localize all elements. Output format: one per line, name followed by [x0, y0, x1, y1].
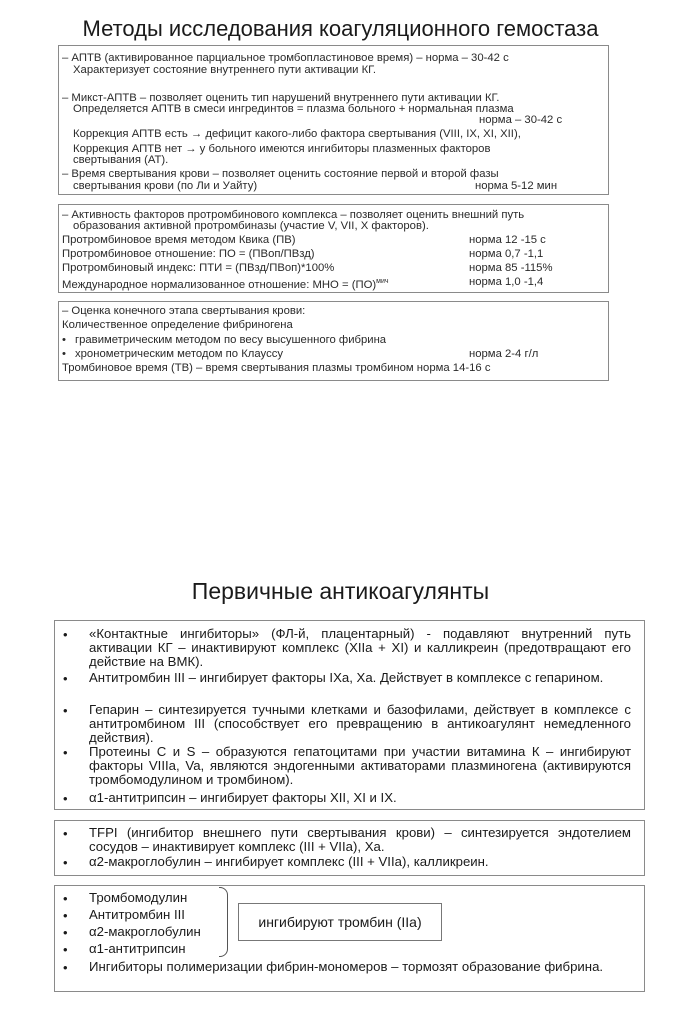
brace-icon: [219, 887, 228, 957]
bullet-icon: •: [63, 855, 68, 870]
list-item: Тромбомодулин: [89, 890, 188, 905]
aptt-methods-box: [58, 45, 609, 195]
thrombin-inhibitor-label: ингибируют тромбин (IIa): [238, 903, 442, 941]
list-item: α1-антитрипсин: [89, 941, 186, 956]
bullet-icon: •: [63, 908, 68, 923]
clotting-time-line: – Время свертывания крови – позволяет оценить состояние первой и второй фазы: [62, 168, 499, 180]
list-item: α2-макроглобулин: [89, 924, 201, 939]
bullet-icon: •: [63, 791, 68, 806]
list-item: Антитромбин III: [89, 907, 185, 922]
inr-label: Международное нормализованное отношение: МНО = (ПО)$^{мич}$: [62, 278, 389, 291]
bullet-icon: •: [63, 925, 68, 940]
anticoagulants-box-2: [54, 820, 645, 876]
aptt-desc: Характеризует состояние внутреннего пути активации КГ.: [73, 64, 377, 76]
aptt-line: – АПТВ (активированное парциальное тромбопластиновое время) – норма – 30-42 с: [62, 52, 509, 64]
bullet-icon: •: [63, 703, 68, 718]
correction-yes: Коррекция АПТВ есть → дефицит какого-либо фактора свертывания (VIII, IX, XI, XII),: [73, 128, 521, 140]
bullet-icon: •: [63, 960, 68, 975]
clauss-norm: норма 2-4 г/л: [469, 348, 539, 360]
list-item: TFPI (ингибитор внешнего пути свертывания крови) – синтезируется эндотелием сосудов – инактивирует комплекс (III + VIIa), Xa.: [89, 825, 631, 854]
prothrombin-intro-cont: образования активной протромбиназы (участие V, VII, X факторов).: [73, 220, 429, 232]
bullet-icon: •: [63, 826, 68, 841]
pti-label: Протромбиновый индекс: ПТИ = (ПВзд/ПВоп)*100%: [62, 262, 335, 274]
final-stage-line: – Оценка конечного этапа свертывания крови:: [62, 305, 306, 317]
inr-exponent: мич: [376, 278, 389, 285]
pt-quick-label: Протромбиновое время методом Квика (ПВ): [62, 234, 296, 246]
mixed-aptt-norm: норма – 30-42 с: [479, 114, 563, 126]
bullet-icon: •: [62, 348, 66, 360]
list-item: «Контактные ингибиторы» (ФЛ-й, плацентарный) - подавляют внутренний путь активации КГ – инактивируют комплекс (XIIa + XI) и калликреин (предотвращают его действие на ВМК).: [89, 626, 631, 669]
fibrinogen-box: [58, 301, 609, 381]
anticoagulants-box-1: [54, 620, 645, 810]
list-item: Протеины C и S – образуются гепатоцитами при участии витамина К – ингибируют факторы VIIIa, Va, являются эндогенными активаторами плазминогена (активируются тромбомодулином и тромбином).: [89, 744, 631, 787]
clotting-time-desc: свертывания крови (по Ли и Уайту): [73, 180, 258, 192]
clauss-method: хронометрическим методом по Клауссу: [75, 348, 284, 360]
slide1-title: Методы исследования коагуляционного гемостаза: [82, 16, 599, 41]
list-item: Ингибиторы полимеризации фибрин-мономеров – тормозят образование фибрина.: [89, 959, 604, 974]
pti-norm: норма 85 -115%: [469, 262, 553, 274]
prothrombin-intro: – Активность факторов протромбинового комплекса – позволяет оценить внешний путь: [62, 209, 525, 221]
pt-quick-norm: норма 12 -15 с: [469, 234, 546, 246]
fibrinogen-heading: Количественное определение фибриногена: [62, 319, 293, 331]
list-item: α1-антитрипсин – ингибирует факторы XII, XI и IX.: [89, 790, 397, 805]
gravimetric-method: гравиметрическим методом по весу высушенного фибрина: [75, 334, 387, 346]
inr-norm: норма 1,0 -1,4: [469, 276, 544, 288]
correction-no-cont: свертывания (АТ).: [73, 154, 169, 166]
bullet-icon: •: [62, 334, 66, 346]
list-item: α2-макроглобулин – ингибирует комплекс (III + VIIa), калликреин.: [89, 854, 489, 869]
prothrombin-complex-box: [58, 204, 609, 293]
bullet-icon: •: [63, 671, 68, 686]
bullet-icon: •: [63, 891, 68, 906]
bullet-icon: •: [63, 942, 68, 957]
list-item: Гепарин – синтезируется тучными клетками и базофилами, действует в комплексе с антитромбином III (способствует его превращению в антикоагулянт немедленного действия).: [89, 702, 631, 745]
pt-ratio-norm: норма 0,7 -1,1: [469, 248, 544, 260]
pt-ratio-label: Протромбиновое отношение: ПО = (ПВоп/ПВзд): [62, 248, 315, 260]
mixed-aptt-line: – Микст-АПТВ – позволяет оценить тип нарушений внутреннего пути активации КГ.: [62, 92, 500, 104]
thrombin-time: Тромбиновое время (ТВ) – время свертывания плазмы тромбином норма 14-16 с: [62, 362, 491, 374]
clotting-time-norm: норма 5-12 мин: [475, 180, 558, 192]
mixed-aptt-desc: Определяется АПТВ в смеси ингрединтов = плазма больного + нормальная плазма: [73, 103, 514, 115]
slide2-title: Первичные антикоагулянты: [191, 578, 490, 604]
list-item: Антитромбин III – ингибирует факторы IXa, Xa. Действует в комплексе с гепарином.: [89, 670, 604, 685]
bullet-icon: •: [63, 745, 68, 760]
bullet-icon: •: [63, 627, 68, 642]
correction-no: Коррекция АПТВ нет → у больного имеются ингибиторы плазменных факторов: [73, 143, 491, 155]
